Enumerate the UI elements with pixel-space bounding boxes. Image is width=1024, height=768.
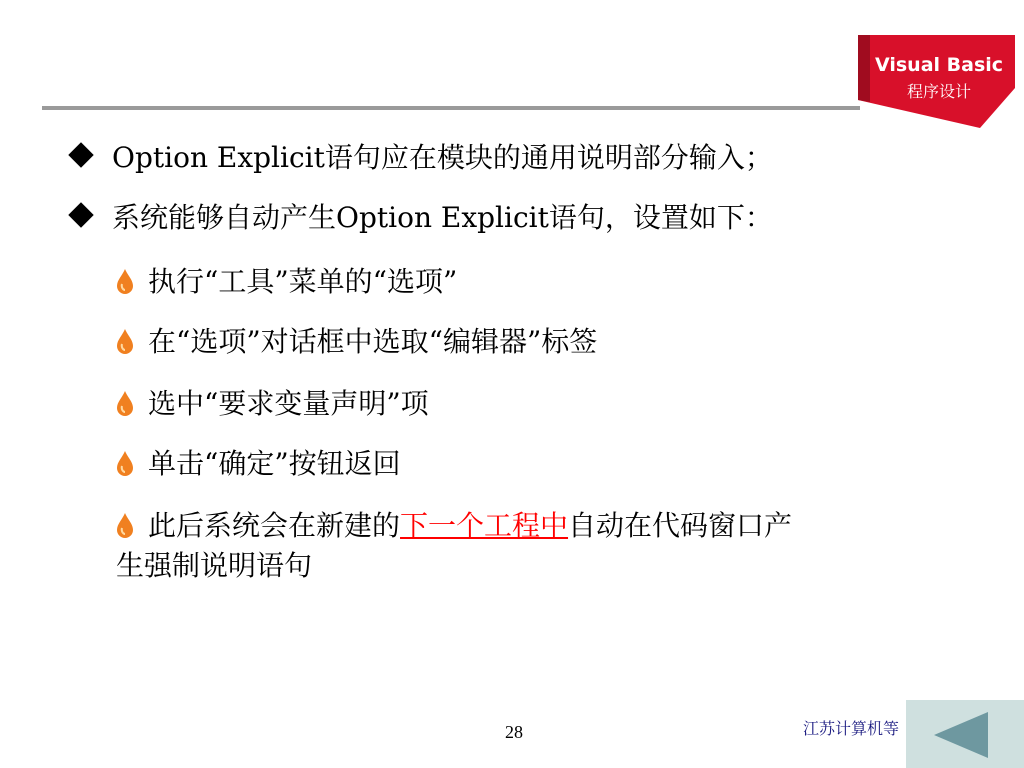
bullet-item bbox=[72, 198, 773, 238]
previous-slide-button[interactable] bbox=[906, 700, 1024, 768]
footer-org-text: 江苏计算机等 bbox=[803, 719, 900, 738]
step-text-highlight: 下一个工程中 bbox=[400, 509, 569, 542]
step-item-continuation bbox=[116, 546, 312, 586]
step-item bbox=[116, 384, 429, 424]
step-text-before: 此后系统会在新建的 bbox=[148, 509, 401, 542]
bullet-text: Option Explicit语句应在模块的通用说明部分输入； bbox=[112, 141, 773, 174]
page-number: 28 bbox=[505, 722, 523, 742]
diamond-icon bbox=[68, 202, 93, 227]
step-text: 单击“确定”按钮返回 bbox=[148, 447, 401, 480]
drop-icon bbox=[116, 512, 134, 538]
step-text: 执行“工具”菜单的“选项” bbox=[148, 265, 458, 298]
step-item bbox=[116, 262, 457, 302]
step-item bbox=[116, 444, 401, 484]
diamond-icon bbox=[68, 142, 93, 167]
step-text: 在“选项”对话框中选取“编辑器”标签 bbox=[148, 325, 598, 358]
step-item bbox=[116, 322, 597, 362]
drop-icon bbox=[116, 390, 134, 416]
bullet-item bbox=[72, 138, 773, 178]
step-text-line2: 生强制说明语句 bbox=[116, 549, 313, 582]
logo-title: Visual Basic bbox=[874, 54, 1004, 76]
previous-arrow-icon bbox=[934, 710, 998, 760]
drop-icon bbox=[116, 450, 134, 476]
drop-icon bbox=[116, 328, 134, 354]
logo-subtitle: 程序设计 bbox=[906, 82, 971, 101]
step-text: 选中“要求变量声明”项 bbox=[148, 387, 429, 420]
bullet-text: 系统能够自动产生Option Explicit语句，设置如下： bbox=[112, 201, 773, 234]
step-item bbox=[116, 506, 792, 546]
drop-icon bbox=[116, 268, 134, 294]
step-text-after: 自动在代码窗口产 bbox=[568, 509, 793, 542]
